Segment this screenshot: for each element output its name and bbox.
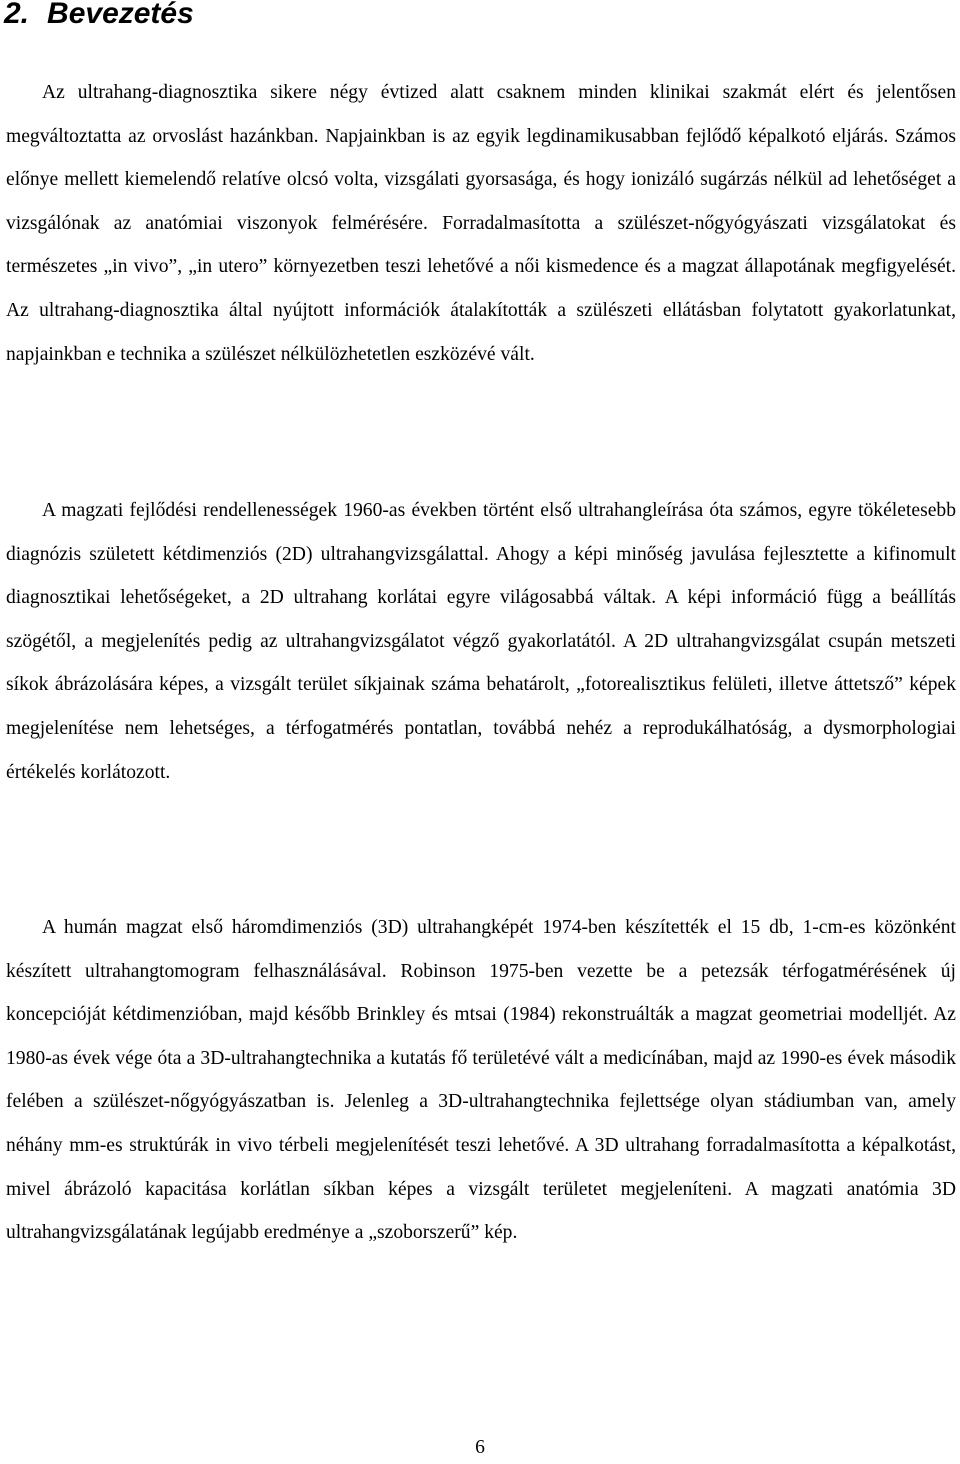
- section-number: 2.: [4, 0, 30, 30]
- body-paragraph: A humán magzat első háromdimenziós (3D) ultrahangképét 1974-ben készítették el 15 db, 1-cm-es közönként készített ultrahangtomogram felhasználásával. Robinson 1975-ben vezette be a petezsák térfogatmérésének új koncepcióját kétdimenzióban, majd később Brinkley és mtsai (1984) rekonstruálták a magzat geometriai modelljét. Az 1980-as évek vége óta a 3D-ultrahangtechnika a kutatás fő területévé vált a medicínában, majd az 1990-es évek második felében a szülészet-nőgyógyászatban is. Jelenleg a 3D-ultrahangtechnika fejlettsége olyan stádiumban van, amely néhány mm-es struktúrák in vivo térbeli megjelenítését teszi lehetővé. A 3D ultrahang forradalmasította a képalkotást, mivel ábrázoló kapacitása korlátlan síkban képes a vizsgált területet megjeleníteni. A magzati anatómia 3D ultrahangvizsgálatának legújabb eredménye a „szoborszerű” kép.: [6, 917, 956, 1244]
- section-heading: [4, 0, 194, 34]
- body-paragraph: Az ultrahang-diagnosztika sikere négy évtized alatt csaknem minden klinikai szakmát elért és jelentősen megváltoztatta az orvoslást hazánkban. Napjainkban is az egyik legdinamikusabban fejlődő képalkotó eljárás. Számos előnye mellett kiemelendő relatíve olcsó volta, vizsgálati gyorsasága, és hogy ionizáló sugárzás nélkül ad lehetőséget a vizsgálónak az anatómiai viszonyok felmérésére. Forradalmasította a szülészet-nőgyógyászati vizsgálatokat és természetes „in vivo”, „in utero” környezetben teszi lehetővé a női kismedence és a magzat állapotának megfigyelését. Az ultrahang-diagnosztika által nyújtott információk átalakították a szülészeti ellátásban folytatott gyakorlatunkat, napjainkban e technika a szülészet nélkülözhetetlen eszközévé vált.: [6, 82, 956, 365]
- body-paragraph: A magzati fejlődési rendellenességek 1960-as években történt első ultrahangleírása óta számos, egyre tökéletesebb diagnózis született kétdimenziós (2D) ultrahangvizsgálattal. Ahogy a képi minőség javulása fejlesztette a kifinomult diagnosztikai lehetőségeket, a 2D ultrahang korlátai egyre világosabbá váltak. A képi információ függ a beállítás szögétől, a megjelenítés pedig az ultrahangvizsgálatot végző gyakorlatától. A 2D ultrahangvizsgálat csupán metszeti síkok ábrázolására képes, a vizsgált terület síkjainak száma behatárolt, „fotorealisztikus felületi, illetve áttetsző” képek megjelenítése nem lehetséges, a térfogatmérés pontatlan, továbbá nehéz a reprodukálhatóság, a dysmorphologiai értékelés korlátozott.: [6, 500, 956, 783]
- page-number: 6: [475, 1437, 485, 1458]
- section-title: Bevezetés: [47, 0, 194, 30]
